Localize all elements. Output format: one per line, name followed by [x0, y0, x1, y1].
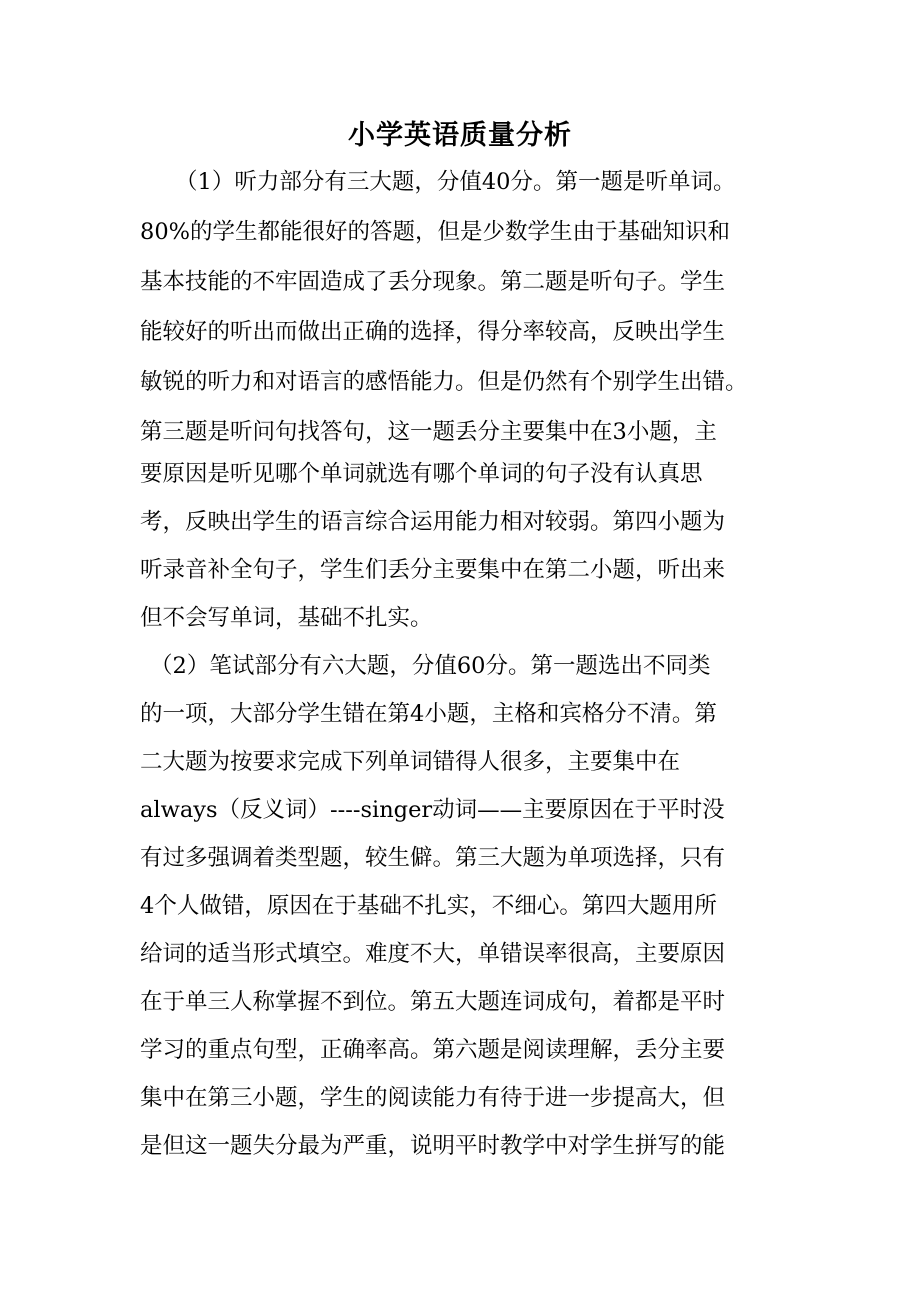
paragraph-line: 4个人做错，原因在于基础不扎实，不细心。第四大题用所 [140, 893, 717, 919]
paragraph-line: 二大题为按要求完成下列单词错得人很多，主要集中在 [140, 749, 681, 775]
paragraph-line: 要原因是听见哪个单词就选有哪个单词的句子没有认真思 [140, 461, 703, 487]
paragraph-line: 给词的适当形式填空。难度不大，单错误率很高，主要原因 [140, 941, 726, 967]
paragraph-line: always（反义词）----singer动词——主要原因在于平时没 [140, 797, 725, 823]
paragraph-line: 在于单三人称掌握不到位。第五大题连词成句，着都是平时 [140, 989, 726, 1015]
paragraph-line: 听录音补全句子，学生们丢分主要集中在第二小题，听出来 [140, 557, 726, 583]
paragraph-line: 敏锐的听力和对语言的感悟能力。但是仍然有个别学生出错。 [140, 369, 748, 395]
paragraph-line: 的一项，大部分学生错在第4小题，主格和宾格分不清。第 [140, 701, 717, 727]
paragraph-line: 80%的学生都能很好的答题，但是少数学生由于基础知识和 [140, 219, 731, 245]
paragraph-line: （1）听力部分有三大题，分值40分。第一题是听单词。 [175, 169, 736, 195]
paragraph-line: 基本技能的不牢固造成了丢分现象。第二题是听句子。学生 [140, 269, 726, 295]
paragraph-line: 集中在第三小题，学生的阅读能力有待于进一步提高大，但 [140, 1085, 726, 1111]
paragraph-line: 是但这一题失分最为严重，说明平时教学中对学生拼写的能 [140, 1133, 726, 1159]
document-title: 小学英语质量分析 [348, 120, 572, 151]
paragraph-line: 有过多强调着类型题，较生僻。第三大题为单项选择，只有 [140, 845, 726, 871]
paragraph-line: 学习的重点句型，正确率高。第六题是阅读理解，丢分主要 [140, 1037, 726, 1063]
paragraph-line: 能较好的听出而做出正确的选择，得分率较高，反映出学生 [140, 319, 726, 345]
paragraph-line: （2）笔试部分有六大题，分值60分。第一题选出不同类 [150, 653, 711, 679]
paragraph-line: 但不会写单词，基础不扎实。 [140, 605, 433, 631]
paragraph-line: 第三题是听问句找答句，这一题丢分主要集中在3小题，主 [140, 419, 717, 445]
paragraph-line: 考，反映出学生的语言综合运用能力相对较弱。第四小题为 [140, 509, 726, 535]
